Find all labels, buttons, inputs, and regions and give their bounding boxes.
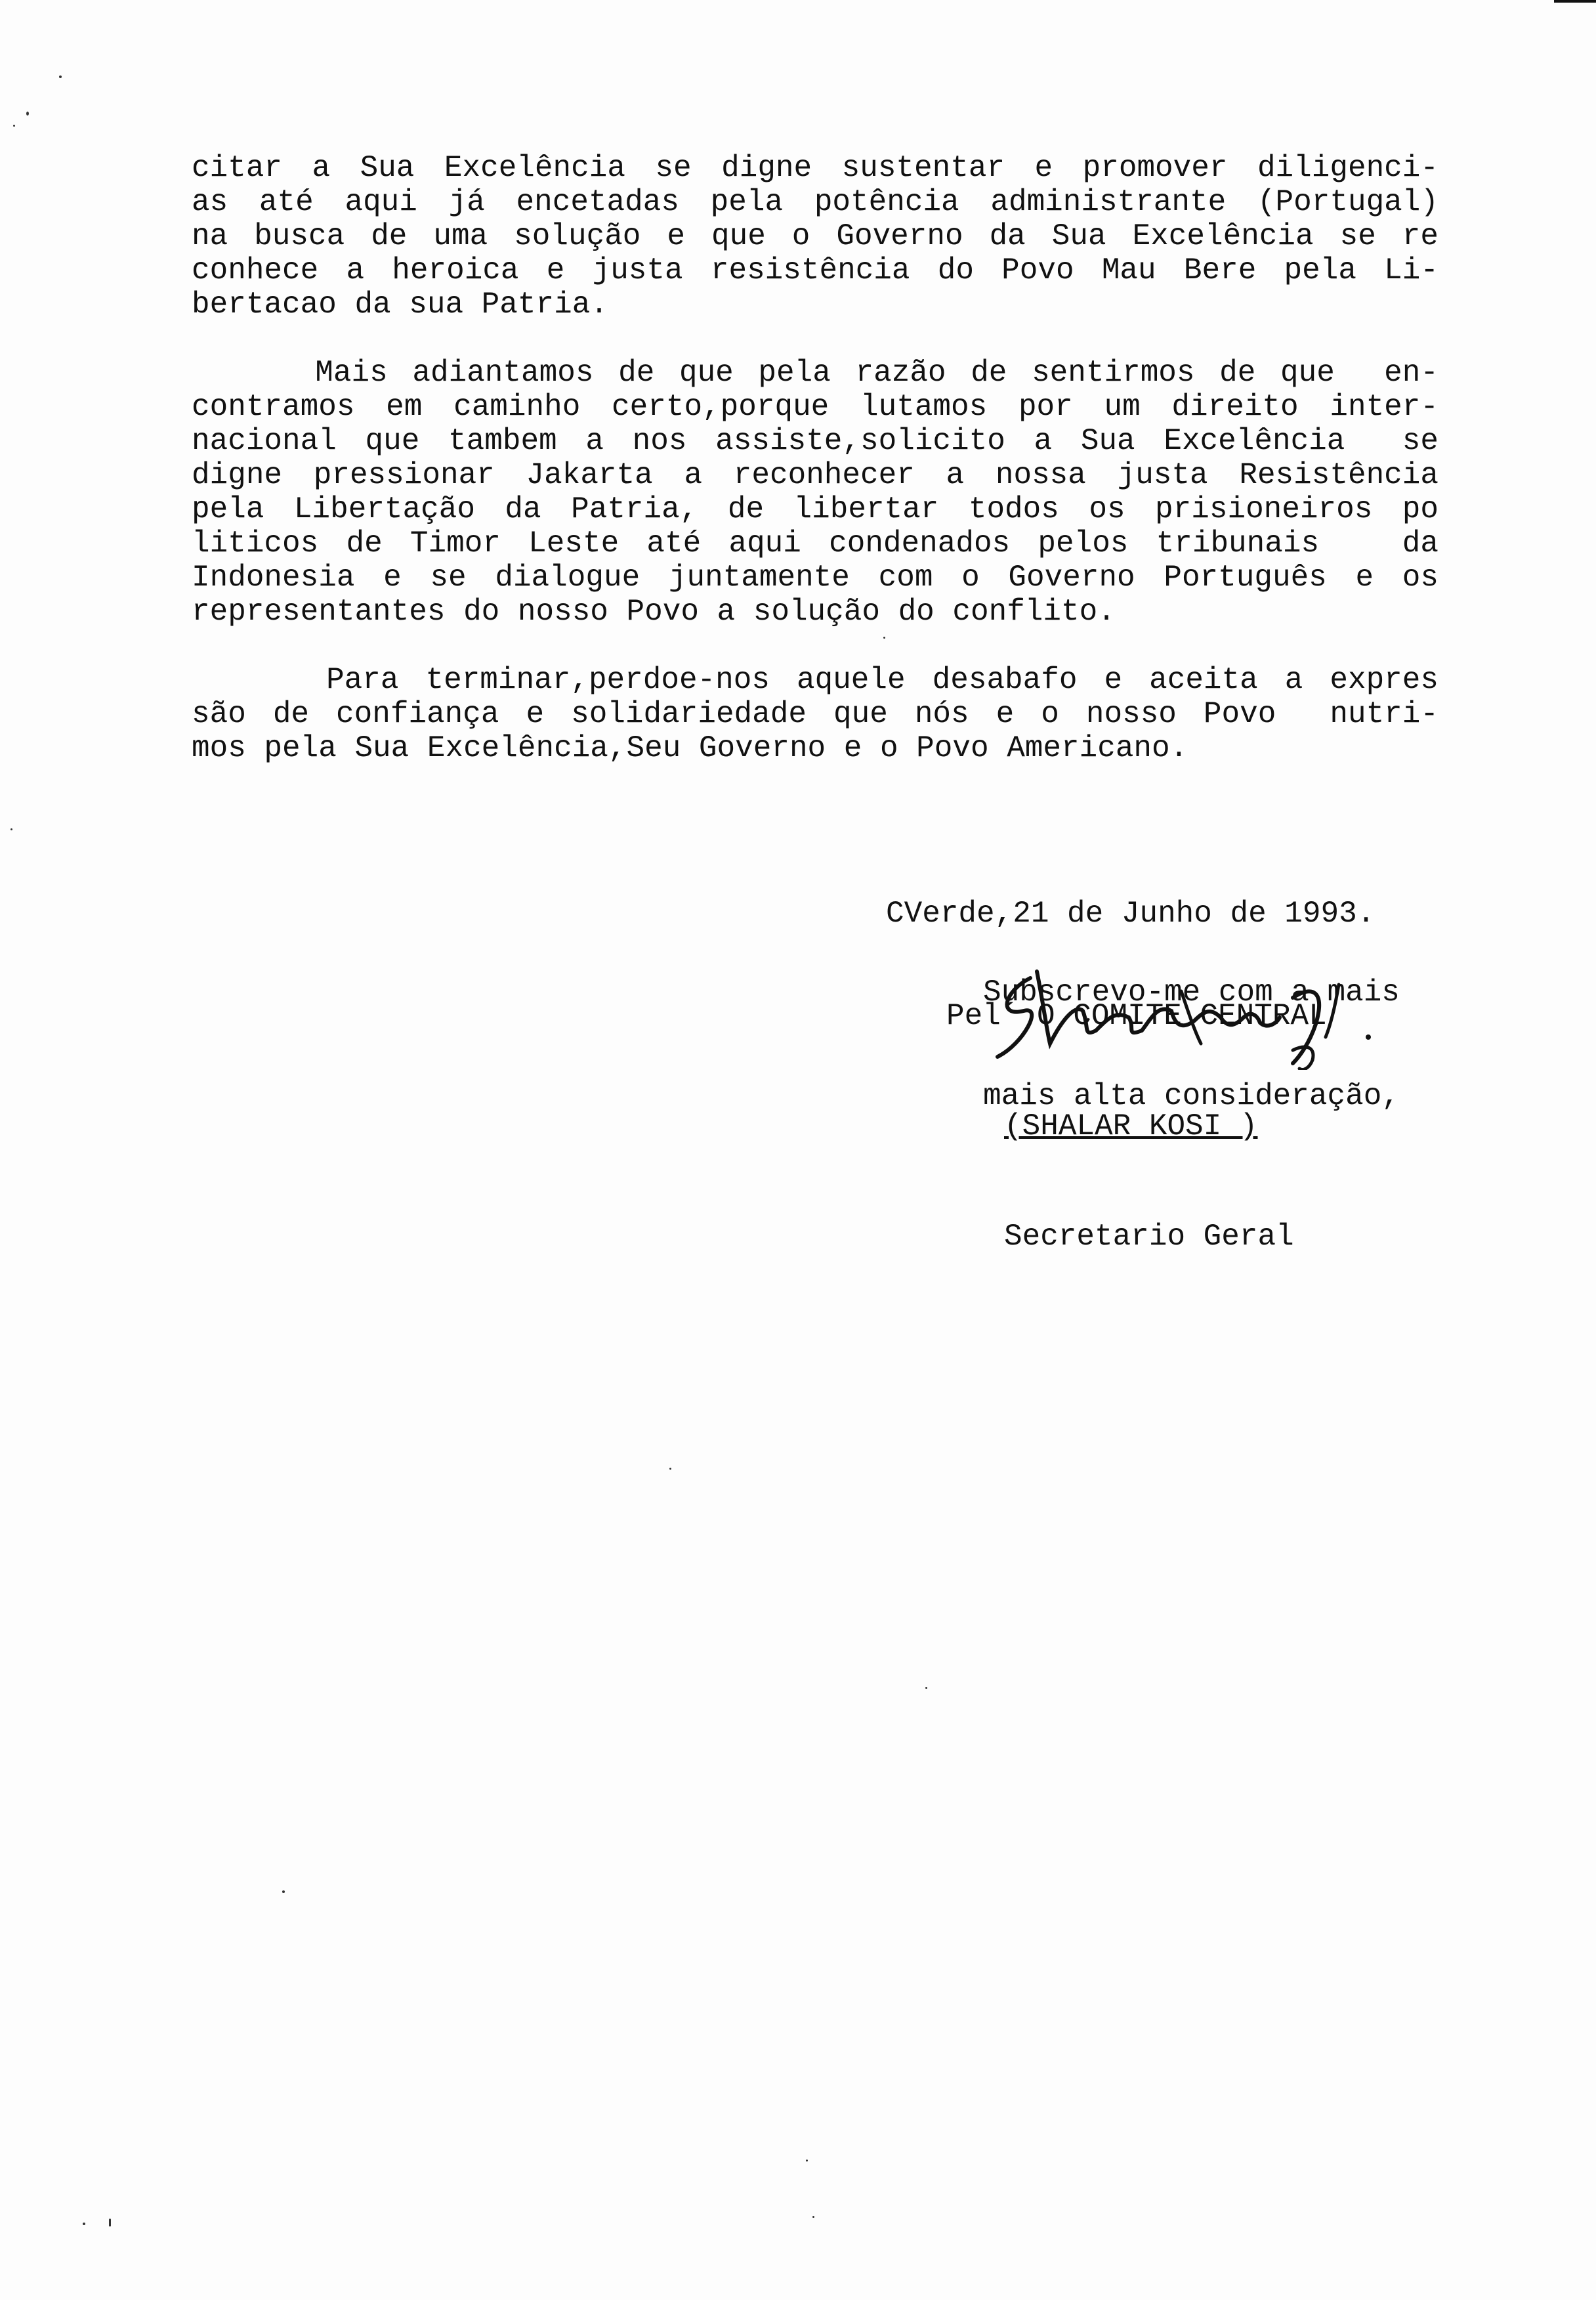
text-line: bertacao da sua Patria. <box>192 288 608 322</box>
text-line: Para terminar,perdoe-nos aquele desabafo e aceita a expres <box>192 663 1438 697</box>
scan-speck <box>812 2216 814 2218</box>
scan-speck <box>26 112 29 116</box>
scan-speck <box>925 1687 927 1689</box>
signer-title: Secretario Geral <box>1004 1220 1294 1254</box>
edge-mark <box>1554 0 1596 3</box>
closing-line-1: Subscrevo-me com a mais <box>983 975 1400 1010</box>
text-line: representantes do nosso Povo a solução do conflito. <box>192 595 1116 629</box>
text-line: liticos de Timor Leste até aqui condenados pelos tribunais da <box>192 526 1438 561</box>
text-line: as até aqui já encetadas pela potência administrante (Portugal) <box>192 185 1438 219</box>
scan-speck <box>282 1890 285 1893</box>
paragraph-3 <box>192 663 1438 765</box>
scan-speck <box>10 828 12 830</box>
text-line: nacional que tambem a nos assiste,solicito a Sua Excelência se <box>192 424 1438 458</box>
signer-block <box>1004 1034 1294 1329</box>
closing-line-2: mais alta consideração, <box>983 1079 1400 1113</box>
scan-speck <box>669 1468 671 1470</box>
scan-speck <box>806 2160 808 2162</box>
text-line: pela Libertação da Patria, de libertar todos os prisioneiros po <box>192 492 1438 526</box>
text-line: são de confiança e solidariedade que nós e o nosso Povo nutri- <box>192 697 1438 731</box>
committee-line: Pel´ O COMITE CENTRAL <box>946 999 1327 1033</box>
text-line: Indonesia e se dialogue juntamente com o Governo Português e os <box>192 561 1438 595</box>
text-line: conhece a heroica e justa resistência do Povo Mau Bere pela Li- <box>192 253 1438 288</box>
text-line: digne pressionar Jakarta a reconhecer a nossa justa Resistência <box>192 458 1438 492</box>
place-date: CVerde,21 de Junho de 1993. <box>886 897 1376 931</box>
signer-name: (SHALAR KOSI ) <box>1004 1109 1258 1143</box>
scan-speck <box>13 125 15 127</box>
scan-speck <box>109 2219 111 2226</box>
scan-speck <box>59 75 62 78</box>
text-line: Mais adiantamos de que pela razão de sentirmos de que en- <box>192 356 1438 390</box>
paragraph-1 <box>192 151 1438 322</box>
text-line: mos pela Sua Excelência,Seu Governo e o Povo Americano. <box>192 731 1188 765</box>
scan-speck <box>883 637 885 639</box>
text-line: citar a Sua Excelência se digne sustentar e promover diligenci- <box>192 151 1438 185</box>
paragraph-2 <box>192 356 1438 629</box>
text-line: contramos em caminho certo,porque lutamos por um direito inter- <box>192 390 1438 424</box>
text-line: na busca de uma solução e que o Governo da Sua Excelência se re <box>192 219 1438 253</box>
scan-speck <box>83 2223 85 2225</box>
letter-body <box>192 151 1438 799</box>
